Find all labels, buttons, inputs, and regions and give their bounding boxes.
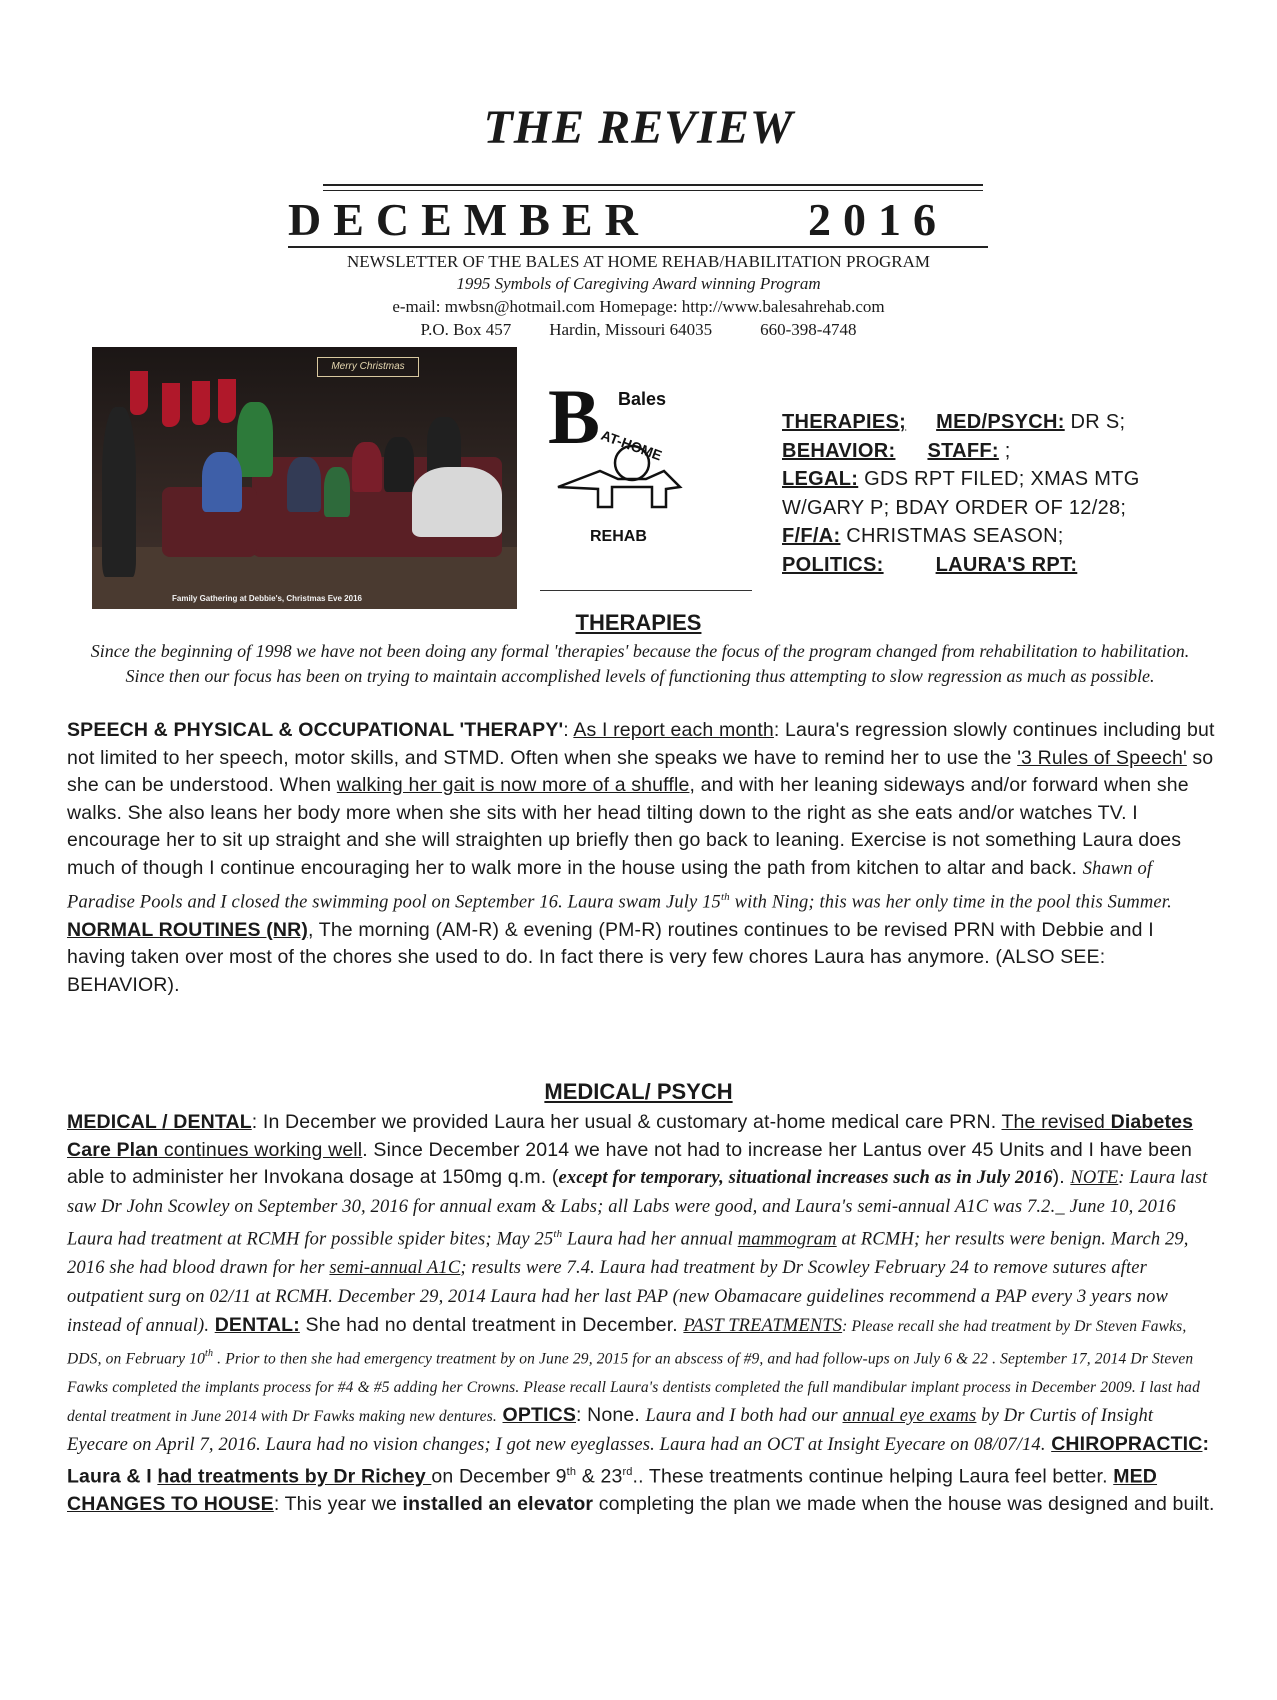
medical-body: MEDICAL / DENTAL: In December we provided Laura her usual & customary at-home medical care PRN. The revised Diabetes Care Plan continues working well. Since December 2014 we have not had to increase her Lantus over 45 Units and I have been able to administer her Invokana dosage at 150mg q.m. (except for temporary, situational increases such as in July 2016). NOTE: Laura last saw Dr John Scowley on September 30, 2016 for annual exam & Labs; all Labs were good, and Laura's semi-annual A1C was 7.2._ June 10, 2016 Laura had treatment at RCMH for possible spider bites; May 25th Laura had her annual mammogram at RCMH; her results were benign. March 29, 2016 she had blood drawn for her semi-annual A1C; results were 7.4. Laura had treatment by Dr Scowley February 24 to remove sutures after outpatient surg on 02/11 at RCMH. December 29, 2014 Laura had her last PAP (new Obamacare guidelines recommend a PAP every 3 years now instead of annual). DENTAL: She had no dental treatment in December. PAST TREATMENTS: Please recall she had treatment by Dr Steven Fawks, DDS, on February 10th . Prior to then she had emergency treatment by on June 29, 2015 for an abscess of #9, and had follow-ups on July 6 & 22 . September 17, 2014 Dr Steven Fawks completed the implants process for #4 & #5 adding her Crowns. Please recall Laura's dentists completed the full mandibular implant process in December 2009. I last had dental treatment in June 2014 with Dr Fawks making new dentures. OPTICS: None. Laura and I both had our annual eye exams by Dr Curtis of Insight Eyecare on April 7, 2016. Laura had no vision changes; I got new eyeglasses. Laura had an OCT at Insight Eyecare on 08/07/14. CHIROPRACTIC: Laura & I had treatments by Dr Richey on December 9th & 23rd.. These treatments continue helping Laura feel better. MED CHANGES TO HOUSE: This year we installed an elevator completing the plan we made when the house was designed and built.	[67, 1111, 1215, 1516]
logo-letter: B	[548, 375, 601, 460]
person	[237, 402, 273, 477]
section-heading-medical: MEDICAL/ PSYCH	[544, 1079, 733, 1104]
city: Hardin, Missouri 64035	[549, 320, 713, 339]
issue-year: 2016	[808, 194, 948, 245]
person	[324, 467, 350, 517]
person	[202, 452, 242, 512]
index-row: LEGAL: GDS RPT FILED; XMAS MTG	[782, 468, 1140, 490]
po-box: P.O. Box 457	[420, 320, 512, 339]
issue-date	[288, 196, 988, 248]
bales-rehab-logo	[548, 375, 698, 565]
award-line: 1995 Symbols of Caregiving Award winning Program	[456, 274, 821, 293]
contact-line: e-mail: mwbsn@hotmail.com Homepage: http://www.balesahrehab.com	[392, 297, 885, 316]
contents-index	[782, 408, 1222, 579]
index-row: BEHAVIOR: STAFF: ;	[782, 439, 1011, 462]
index-row: POLITICS: LAURA'S RPT:	[782, 553, 1078, 576]
index-row: F/F/A: CHRISTMAS SEASON;	[782, 525, 1064, 547]
title-rule	[323, 184, 983, 191]
stocking	[192, 381, 210, 425]
index-row: THERAPIES; MED/PSYCH: DR S;	[782, 411, 1126, 433]
phone: 660-398-4748	[760, 320, 857, 339]
family-photo	[92, 347, 517, 609]
address-line	[0, 320, 1277, 340]
person	[412, 467, 502, 537]
person	[384, 437, 414, 492]
newsletter-subtitle: NEWSLETTER OF THE BALES AT HOME REHAB/HABILITATION PROGRAM	[346, 252, 931, 271]
photo-caption: Family Gathering at Debbie's, Christmas Eve 2016	[172, 594, 362, 603]
logo-name: Bales	[618, 389, 667, 409]
section-heading-therapies: THERAPIES	[575, 610, 702, 635]
stocking	[130, 371, 148, 415]
therapies-intro: Since the beginning of 1998 we have not been doing any formal 'therapies' because the focus of the program changed from rehabilitation to habilitation. Since then our focus has been on trying to maintain accomplished levels of functioning thus attempting to slow regression as much as possible.	[90, 641, 1190, 686]
stocking	[162, 383, 180, 427]
therapies-body: SPEECH & PHYSICAL & OCCUPATIONAL 'THERAPY': As I report each month: Laura's regression slowly continues including but not limited to her speech, motor skills, and STMD. Often when she speaks we have to remind her to use the '3 Rules of Speech' so she can be understood. When walking her gait is now more of a shuffle, and with her leaning sideways and/or forward when she walks. She also leans her body more when she sits with her head tilting down to the right as she eats and/or watches TV. I encourage her to sit up straight and she will straighten up briefly then go back to leaning. Exercise is not something Laura does much of though I continue encouraging her to walk more in the house using the path from kitchen to altar and back. Shawn of Paradise Pools and I closed the swimming pool on September 16. Laura swam July 15th with Ning; this was her only time in the pool this Summer. NORMAL ROUTINES (NR), The morning (AM-R) & evening (PM-R) routines continues to be revised PRN with Debbie and I having taken over most of the chores she used to do. In fact there is very few chores Laura has anymore. (ALSO SEE: BEHAVIOR).	[67, 719, 1215, 996]
issue-month: DECEMBER	[288, 194, 650, 245]
figure-arms-icon	[558, 471, 680, 507]
logo-rule	[540, 590, 752, 591]
person	[102, 407, 136, 577]
newsletter-title: THE REVIEW	[483, 101, 794, 154]
logo-bottom: REHAB	[590, 528, 647, 545]
christmas-banner: Merry Christmas	[317, 357, 419, 377]
logo-arc-text: AT-HOME	[598, 426, 665, 464]
person	[352, 442, 382, 492]
person	[287, 457, 321, 512]
stocking	[218, 379, 236, 423]
index-row: W/GARY P; BDAY ORDER OF 12/28;	[782, 496, 1127, 519]
